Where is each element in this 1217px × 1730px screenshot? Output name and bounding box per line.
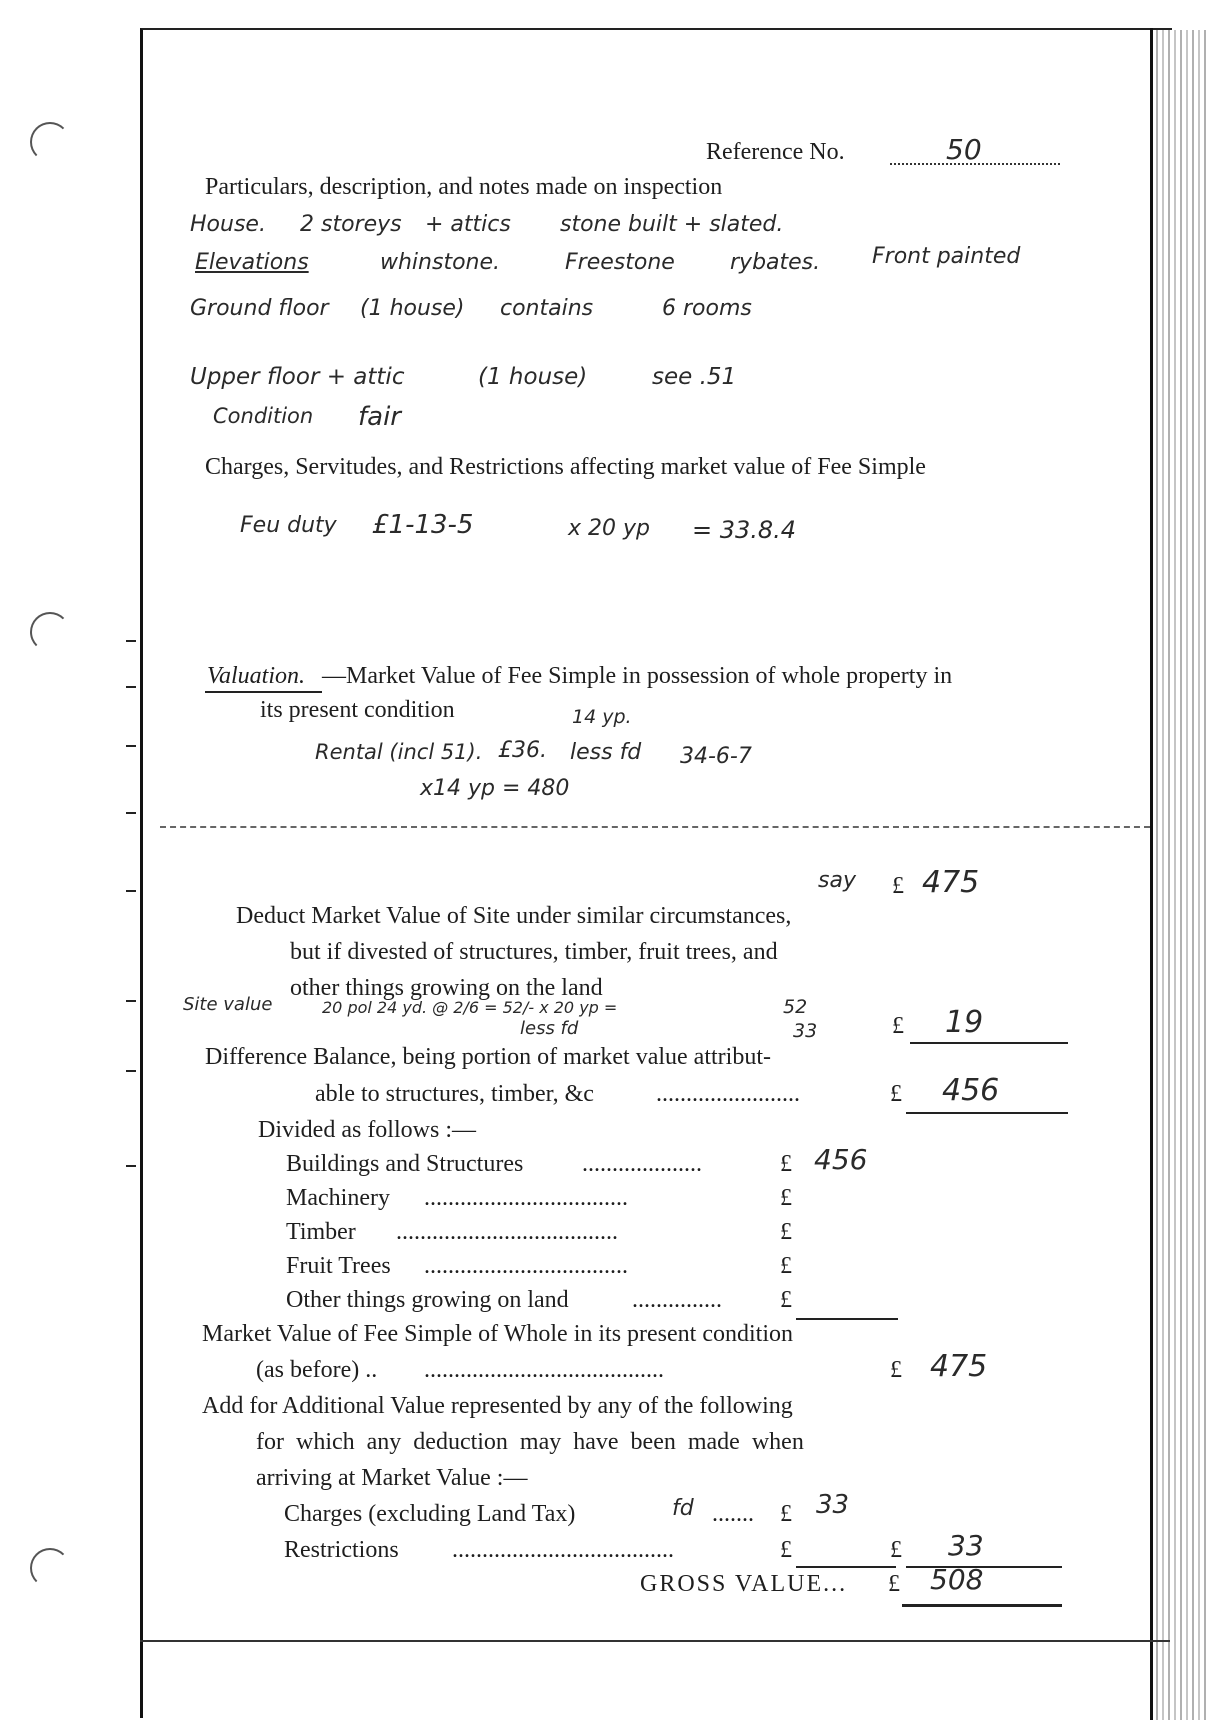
charges-heading: Charges, Servitudes, and Restrictions affecting market value of Fee Simple <box>205 454 926 480</box>
pound-sign: £ <box>780 1219 792 1245</box>
deduct-underline <box>910 1042 1068 1044</box>
note-site-52: 52 <box>783 996 808 1018</box>
difference-underline <box>906 1112 1068 1114</box>
punch-hole-bottom <box>30 1548 70 1588</box>
leader-dots: ..................................... <box>396 1219 618 1245</box>
difference-line-1: Difference Balance, being portion of market value attribut- <box>205 1044 771 1070</box>
margin-tick <box>126 1000 136 1002</box>
restrictions-underline <box>796 1566 896 1568</box>
divided-value-buildings: 456 <box>814 1143 868 1176</box>
leader-dots: .................... <box>582 1151 702 1177</box>
add-line-3: arriving at Market Value :— <box>256 1465 528 1491</box>
note-see-51: see .51 <box>652 364 737 390</box>
pound-sign: £ <box>890 1357 902 1383</box>
add-charges-value: 33 <box>816 1490 850 1520</box>
pound-sign: £ <box>888 1571 900 1597</box>
margin-tick <box>126 812 136 814</box>
leader-dots: ........................ <box>656 1081 800 1107</box>
pound-sign: £ <box>780 1287 792 1313</box>
bottom-rule <box>140 1640 1170 1642</box>
note-feu-years: x 20 yp <box>568 516 650 541</box>
pound-sign: £ <box>890 1537 902 1563</box>
gross-value-underline <box>902 1604 1062 1607</box>
reference-value: 50 <box>946 133 982 166</box>
note-upper-floor: Upper floor + attic <box>190 364 405 390</box>
punch-hole-middle <box>30 612 70 652</box>
divided-item-other-things: Other things growing on land <box>286 1287 569 1313</box>
note-stone-built: stone built + slated. <box>560 212 784 237</box>
note-14yp: 14 yp. <box>572 706 632 728</box>
margin-tick <box>126 890 136 892</box>
margin-tick <box>126 686 136 688</box>
market-whole-value: 475 <box>930 1349 988 1384</box>
margin-tick <box>126 640 136 642</box>
reference-label: Reference No. <box>706 139 845 165</box>
pound-sign: £ <box>780 1537 792 1563</box>
note-freestone: Freestone <box>565 250 675 275</box>
pound-sign: £ <box>780 1253 792 1279</box>
pound-sign: £ <box>890 1081 902 1107</box>
note-elevations: Elevations <box>195 250 309 275</box>
leader-dots: .................................. <box>424 1253 628 1279</box>
margin-tick <box>126 1165 136 1167</box>
note-rental: Rental (incl 51). <box>315 740 483 764</box>
note-less-fd: less fd <box>570 740 642 765</box>
add-line-2: for which any deduction may have been made when <box>256 1429 804 1455</box>
binding-line <box>1150 28 1153 1720</box>
note-rental-result: 34-6-7 <box>680 744 752 769</box>
particulars-heading: Particulars, description, and notes made on inspection <box>205 174 723 200</box>
divided-underline <box>796 1318 898 1320</box>
add-restrictions-label: Restrictions <box>284 1537 399 1563</box>
leader-dots: ........................................ <box>424 1357 664 1383</box>
note-storeys: 2 storeys <box>300 212 402 237</box>
deduct-line-3: other things growing on the land <box>290 975 603 1001</box>
difference-line-2: able to structures, timber, &c <box>315 1081 594 1107</box>
note-site-value: Site value <box>183 994 273 1015</box>
margin-tick <box>126 745 136 747</box>
note-feu-duty: Feu duty <box>240 513 337 538</box>
punch-hole-top <box>30 122 70 162</box>
pound-sign: £ <box>892 873 904 899</box>
gross-value-label: GROSS VALUE... <box>640 1571 848 1597</box>
note-contains: contains <box>500 296 594 321</box>
add-line-1: Add for Additional Value represented by any of the following <box>202 1393 793 1419</box>
pound-sign: £ <box>892 1013 904 1039</box>
note-front-painted: Front painted <box>872 244 1021 269</box>
note-six-rooms: 6 rooms <box>662 296 752 321</box>
deduct-line-1: Deduct Market Value of Site under similar circumstances, <box>236 903 792 929</box>
note-charges-fd: fd <box>672 1496 694 1521</box>
add-restrictions-total: 33 <box>948 1529 984 1562</box>
divided-item-buildings: Buildings and Structures <box>286 1151 524 1177</box>
section-divider <box>160 826 1150 828</box>
note-site-33: 33 <box>793 1020 818 1042</box>
valuation-text-2: its present condition <box>260 697 455 723</box>
say-value: 475 <box>922 865 980 900</box>
deduct-value: 19 <box>945 1005 984 1040</box>
pound-sign: £ <box>780 1185 792 1211</box>
leader-dots: ..................................... <box>452 1537 674 1563</box>
divided-item-machinery: Machinery <box>286 1185 390 1211</box>
leader-dots: ....... <box>712 1501 754 1527</box>
market-whole-line-2: (as before) .. <box>256 1357 378 1383</box>
note-whinstone: whinstone. <box>380 250 501 275</box>
valuation-underline <box>205 691 322 693</box>
divided-item-fruit-trees: Fruit Trees <box>286 1253 391 1279</box>
add-charges-label: Charges (excluding Land Tax) <box>284 1501 576 1527</box>
binding-edge <box>1152 30 1207 1720</box>
market-whole-line-1: Market Value of Fee Simple of Whole in its present condition <box>202 1321 793 1347</box>
note-feu-result: = 33.8.4 <box>692 516 797 544</box>
deduct-line-2: but if divested of structures, timber, fruit trees, and <box>290 939 778 965</box>
divided-heading: Divided as follows :— <box>258 1117 476 1143</box>
gross-value: 508 <box>930 1563 984 1596</box>
note-one-house: (1 house) <box>360 296 465 321</box>
note-rental-calc: x14 yp = 480 <box>420 776 570 801</box>
note-feu-amount: £1-13-5 <box>372 510 474 540</box>
note-site-calc: 20 pol 24 yd. @ 2/6 = 52/- x 20 yp = <box>322 998 618 1017</box>
note-ground-floor: Ground floor <box>190 296 329 321</box>
note-house: House. <box>190 212 266 237</box>
valuation-text-1: —Market Value of Fee Simple in possession of whole property in <box>322 663 953 689</box>
note-fair: fair <box>358 402 401 432</box>
note-one-house-upper: (1 house) <box>478 364 588 390</box>
note-attics: + attics <box>425 212 511 237</box>
valuation-label: Valuation. <box>207 663 306 689</box>
pound-sign: £ <box>780 1501 792 1527</box>
note-site-less-fd: less fd <box>520 1018 579 1039</box>
note-condition: Condition <box>213 404 314 428</box>
margin-tick <box>126 1070 136 1072</box>
note-rybates: rybates. <box>730 250 821 275</box>
divided-item-timber: Timber <box>286 1219 356 1245</box>
note-say: say <box>818 868 856 893</box>
pound-sign: £ <box>780 1151 792 1177</box>
leader-dots: .................................. <box>424 1185 628 1211</box>
difference-value: 456 <box>942 1073 1000 1108</box>
leader-dots: ............... <box>632 1287 722 1313</box>
note-rental-amount: £36. <box>498 738 547 763</box>
